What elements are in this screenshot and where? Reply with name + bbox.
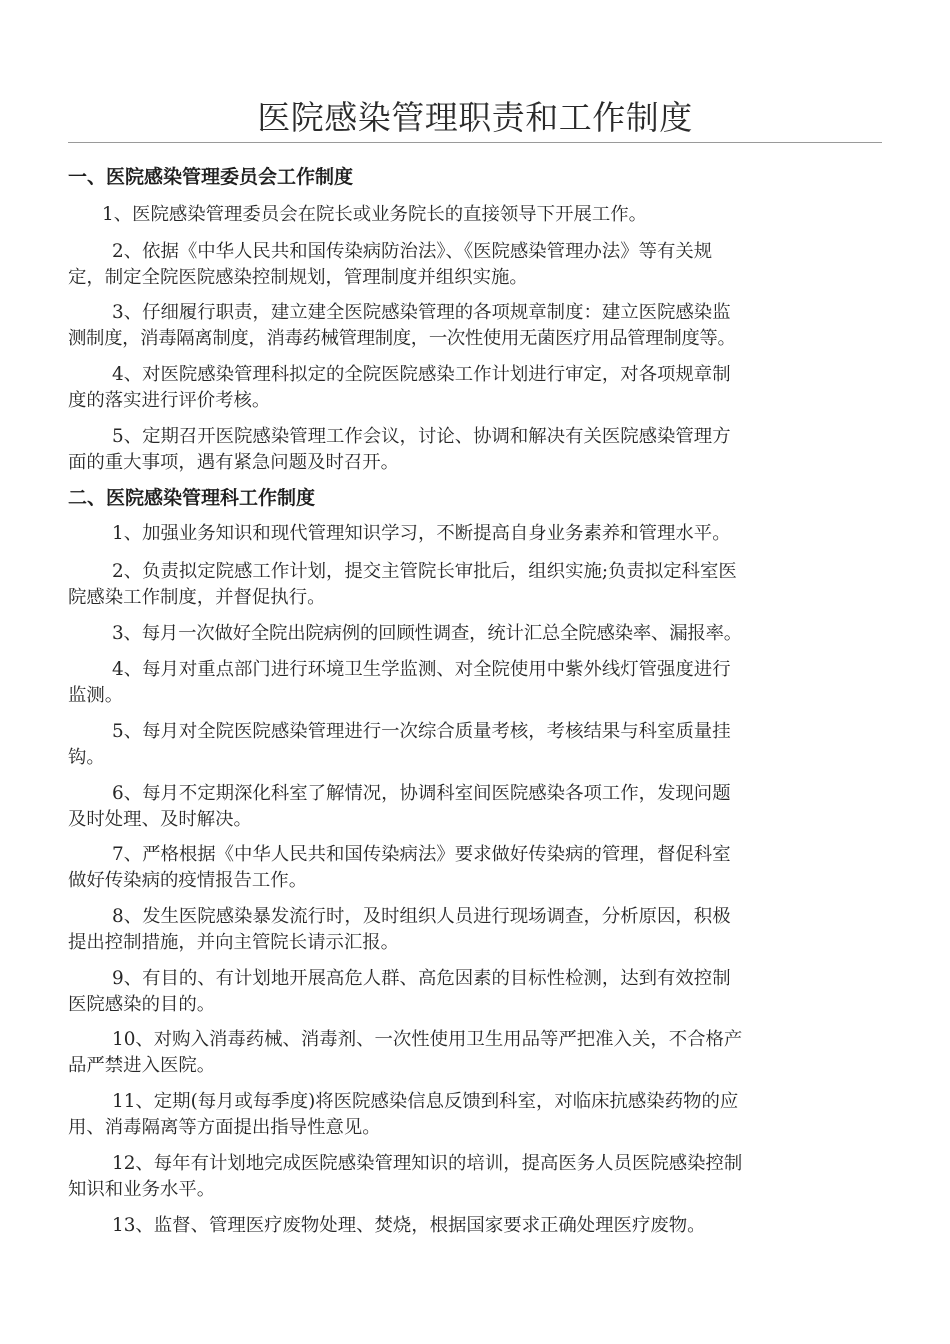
section-2-item-11 (68, 1089, 886, 1141)
paragraph-line: 4、每月对重点部门进行环境卫生学监测、对全院使用中紫外线灯管强度进行 (112, 659, 731, 680)
paragraph-line: 11、定期(每月或每季度)将医院感染信息反馈到科室，对临床抗感染药物的应 (112, 1091, 739, 1112)
section-2-item-10 (68, 1027, 886, 1079)
paragraph-line: 2、负责拟定院感工作计划，提交主管院长审批后，组织实施;负责拟定科室医 (112, 561, 737, 582)
paragraph-line: 监测。 (68, 685, 124, 706)
section-1-item-3 (68, 300, 886, 352)
paragraph-line: 2、依据《中华人民共和国传染病防治法》、《医院感染管理办法》等有关规 (112, 241, 713, 262)
paragraph-line: 1、加强业务知识和现代管理知识学习，不断提高自身业务素养和管理水平。 (112, 523, 731, 544)
paragraph-line: 院感染工作制度，并督促执行。 (68, 587, 326, 608)
section-2-item-8 (68, 904, 886, 956)
paragraph-line: 3、仔细履行职责，建立建全医院感染管理的各项规章制度：建立医院感染监 (112, 302, 731, 323)
paragraph-line: 面的重大事项，遇有紧急问题及时召开。 (68, 452, 400, 473)
paragraph-line: 1、医院感染管理委员会在院长或业务院长的直接领导下开展工作。 (102, 204, 648, 225)
paragraph-line: 定，制定全院医院感染控制规划，管理制度并组织实施。 (68, 267, 528, 288)
section-2-heading: 二、医院感染管理科工作制度 (68, 487, 316, 509)
paragraph-line: 12、每年有计划地完成医院感染管理知识的培训，提高医务人员医院感染控制 (112, 1153, 743, 1174)
section-1-heading: 一、医院感染管理委员会工作制度 (68, 166, 354, 188)
section-1-item-4 (68, 362, 886, 414)
section-2-item-1 (68, 521, 886, 547)
paragraph-line: 品严禁进入医院。 (68, 1055, 216, 1076)
section-2-item-6 (68, 781, 886, 833)
section-2-item-13 (68, 1213, 886, 1239)
paragraph-line: 13、监督、管理医疗废物处理、焚烧，根据国家要求正确处理医疗废物。 (112, 1215, 706, 1236)
section-1-item-5 (68, 424, 886, 476)
section-2-item-2 (68, 559, 886, 611)
title-underline (68, 142, 882, 143)
paragraph-line: 4、对医院感染管理科拟定的全院医院感染工作计划进行审定，对各项规章制 (112, 364, 731, 385)
paragraph-line: 3、每月一次做好全院出院病例的回顾性调查，统计汇总全院感染率、漏报率。 (112, 623, 742, 644)
paragraph-line: 提出控制措施，并向主管院长请示汇报。 (68, 932, 400, 953)
paragraph-line: 医院感染的目的。 (68, 994, 216, 1015)
paragraph-line: 测制度，消毒隔离制度，消毒药械管理制度，一次性使用无菌医疗用品管理制度等。 (68, 328, 736, 349)
paragraph-line: 知识和业务水平。 (68, 1179, 216, 1200)
section-2-item-9 (68, 966, 886, 1018)
paragraph-line: 度的落实进行评价考核。 (68, 390, 271, 411)
paragraph-line: 8、发生医院感染暴发流行时，及时组织人员进行现场调查，分析原因，积极 (112, 906, 731, 927)
page-title: 医院感染管理职责和工作制度 (257, 98, 693, 137)
paragraph-line: 做好传染病的疫情报告工作。 (68, 870, 308, 891)
paragraph-line: 10、对购入消毒药械、消毒剂、一次性使用卫生用品等严把准入关，不合格产 (112, 1029, 743, 1050)
section-2-item-12 (68, 1151, 886, 1203)
paragraph-line: 7、严格根据《中华人民共和国传染病法》要求做好传染病的管理，督促科室 (112, 844, 731, 865)
paragraph-line: 5、每月对全院医院感染管理进行一次综合质量考核，考核结果与科室质量挂 (112, 721, 731, 742)
paragraph-line: 6、每月不定期深化科室了解情况，协调科室间医院感染各项工作，发现问题 (112, 783, 731, 804)
section-2-item-3 (68, 621, 886, 647)
paragraph-line: 钩。 (68, 747, 105, 768)
section-2-item-5 (68, 719, 886, 771)
section-1-item-2 (68, 239, 886, 291)
paragraph-line: 9、有目的、有计划地开展高危人群、高危因素的目标性检测，达到有效控制 (112, 968, 731, 989)
paragraph-line: 5、定期召开医院感染管理工作会议，讨论、协调和解决有关医院感染管理方 (112, 426, 731, 447)
section-2-item-4 (68, 657, 886, 709)
paragraph-line: 及时处理、及时解决。 (68, 809, 252, 830)
section-1-item-1 (68, 202, 886, 228)
section-2-item-7 (68, 842, 886, 894)
paragraph-line: 用、消毒隔离等方面提出指导性意见。 (68, 1117, 381, 1138)
